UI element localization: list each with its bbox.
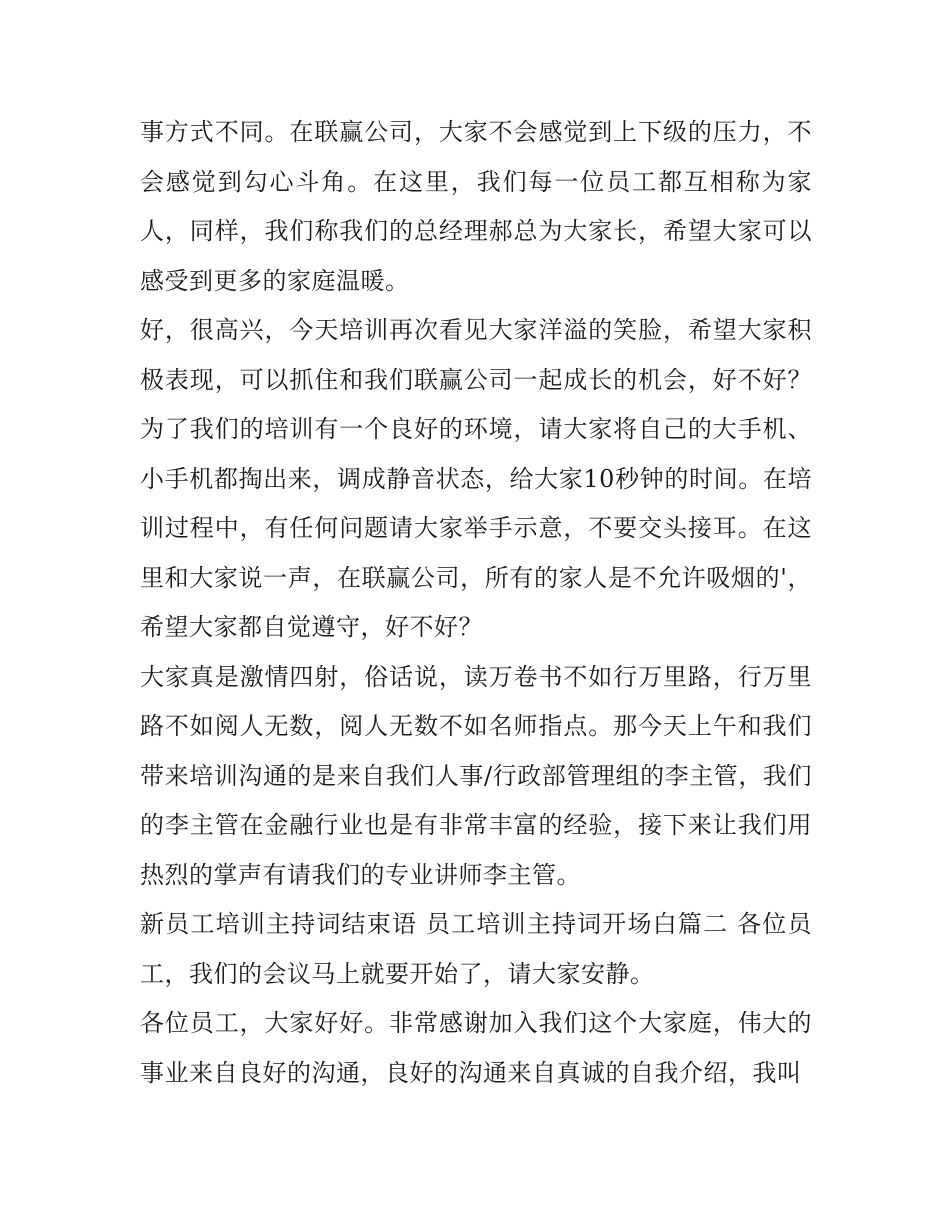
paragraph-5: 各位员工，大家好好。非常感谢加入我们这个大家庭，伟大的事业来自良好的沟通，良好的沟通来自真诚的自我介绍，我叫 (140, 1009, 812, 1087)
paragraph-1: 事方式不同。在联赢公司，大家不会感觉到上下级的压力，不会感觉到勾心斗角。在这里，我们每一位员工都互相称为家人，同样，我们称我们的总经理郝总为大家长，希望大家可以感受到更多的家庭温暖。 (140, 118, 812, 295)
paragraph-4: 新员工培训主持词结束语 员工培训主持词开场白篇二 各位员工，我们的会议马上就要开始了，请大家安静。 (140, 910, 812, 988)
paragraph-3: 大家真是激情四射，俗话说，读万卷书不如行万里路，行万里路不如阅人无数，阅人无数不如名师指点。那今天上午和我们带来培训沟通的是来自我们人事/行政部管理组的李主管，我们的李主管在金融行业也是有非常丰富的经验，接下来让我们用热烈的掌声有请我们的专业讲师李主管。 (140, 662, 812, 889)
document-body (140, 108, 812, 1098)
paragraph-2: 好，很高兴，今天培训再次看见大家洋溢的笑脸，希望大家积极表现，可以抓住和我们联赢公司一起成长的机会，好不好？为了我们的培训有一个良好的环境，请大家将自己的大手机、小手机都掏出来，调成静音状态，给大家10秒钟的时间。在培训过程中，有任何问题请大家举手示意，不要交头接耳。在这里和大家说一声，在联赢公司，所有的家人是不允许吸烟的'，希望大家都自觉遵守，好不好？ (140, 316, 812, 641)
